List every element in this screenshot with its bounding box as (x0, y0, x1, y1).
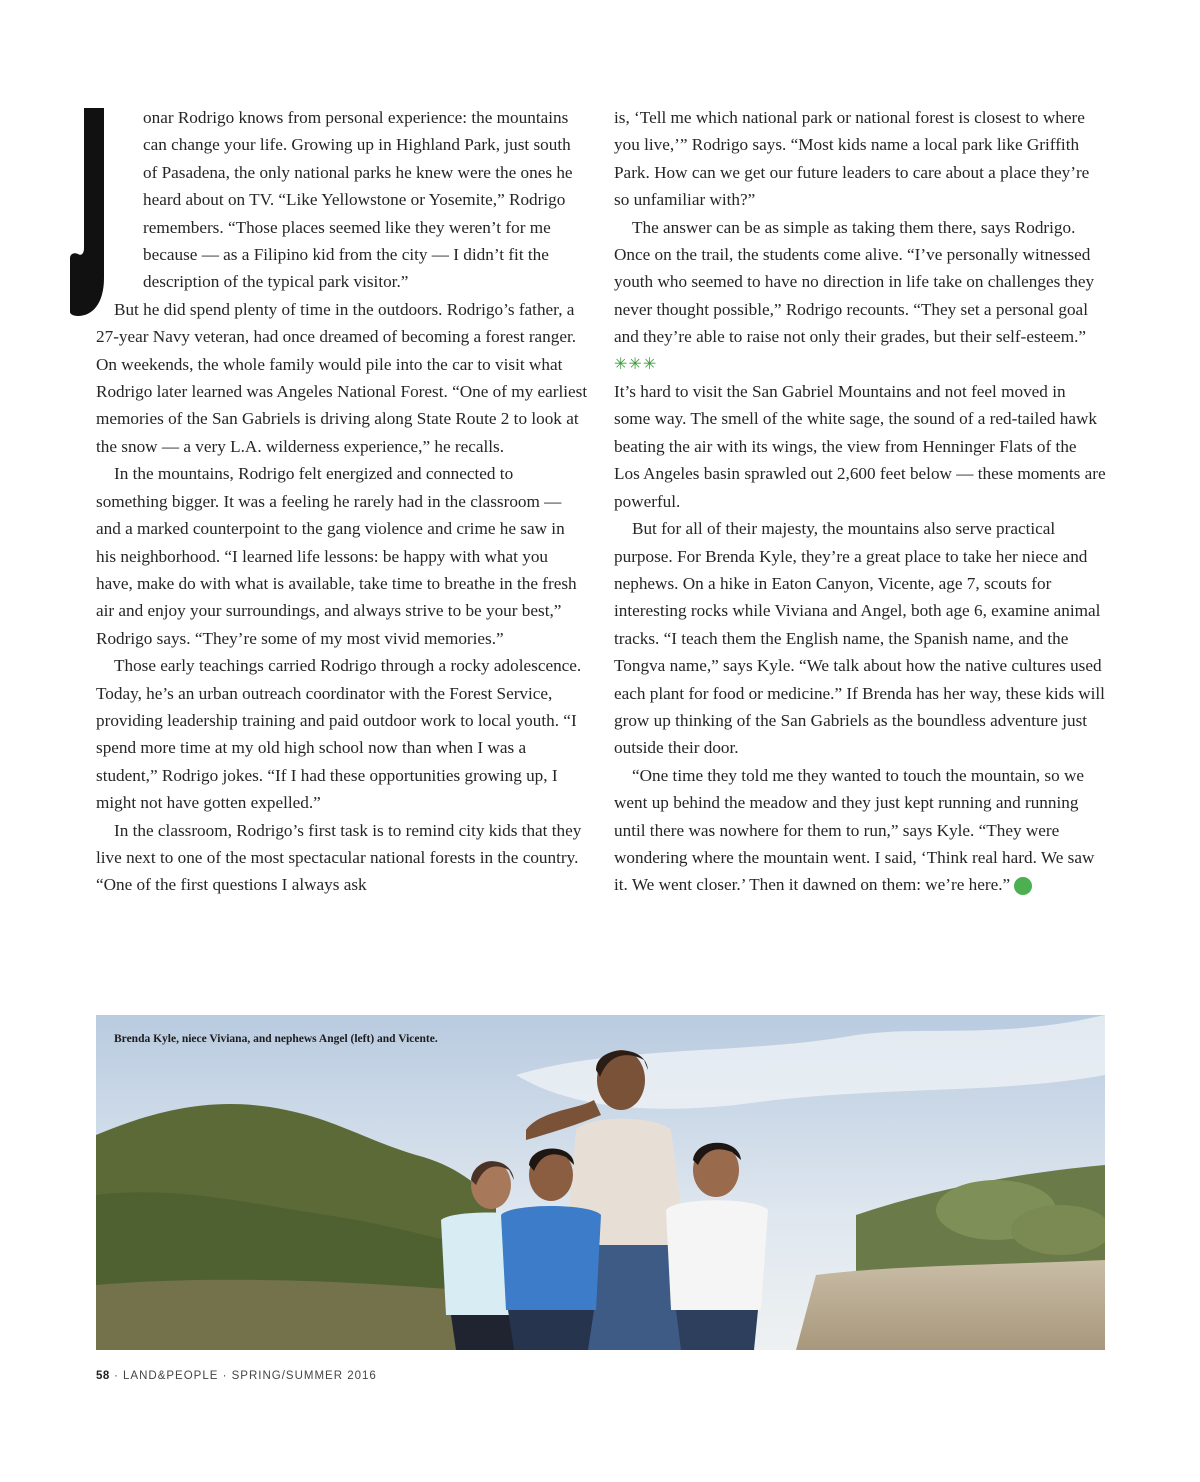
publication-info: · LAND&PEOPLE · SPRING/SUMMER 2016 (114, 1370, 377, 1382)
feature-photo (96, 1015, 1105, 1350)
page-footer (96, 1370, 377, 1382)
section-divider-stars: ✳✳✳ (614, 355, 658, 373)
feature-photo-illustration (96, 1015, 1105, 1350)
body-paragraph: In the classroom, Rodrigo’s first task is to remind city kids that they live next to one of the most spectacular national forests in the country. “One of the first questions I always ask (96, 820, 582, 895)
body-paragraph: is, ‘Tell me which national park or national forest is closest to where you live,’” Rodrigo says. “Most kids name a local park like Griffith Park. How can we get our future leaders to care about a place they’re so unfamiliar with?” (614, 108, 1090, 210)
article-column-left (96, 104, 588, 899)
body-paragraph: In the mountains, Rodrigo felt energized and connected to something bigger. It was a feeling he rarely had in the classroom — and a marked counterpoint to the gang violence and crime he saw in his neighborhood. “I learned life lessons: be happy with what you have, make do with what is available, take time to breathe in the fresh air and enjoy your surroundings, and always strive to be your best,” Rodrigo says. “They’re some of my most vivid memories.” (96, 464, 577, 648)
article-column-right (614, 104, 1106, 899)
page-number: 58 (96, 1370, 110, 1382)
body-paragraph: The answer can be as simple as taking them there, says Rodrigo. Once on the trail, the students come alive. “I’ve personally witnessed youth who seemed to have no direction in life take on challenges they never thought possible,” Rodrigo recounts. “They set a personal goal and they’re able to raise not only their grades, but their self-esteem.” (614, 217, 1095, 347)
body-paragraph: But he did spend plenty of time in the outdoors. Rodrigo’s father, a 27-year Navy veteran, had once dreamed of becoming a forest ranger. On weekends, the whole family would pile into the car to visit what Rodrigo later learned was Angeles National Forest. “One of my earliest memories of the San Gabriels is driving along State Route 2 to look at the snow — a very L.A. wilderness experience,” he recalls. (96, 299, 588, 456)
end-mark-icon: L+P (1014, 877, 1032, 895)
body-paragraph (614, 762, 1106, 899)
body-paragraph: Those early teachings carried Rodrigo through a rocky adolescence. Today, he’s an urban outreach coordinator with the Forest Service, providing leadership training and paid outdoor work to local youth. “I spend more time at my old high school now than when I was a student,” Rodrigo jokes. “If I had these opportunities growing up, I might not have gotten expelled.” (96, 656, 582, 813)
lead-paragraph: onar Rodrigo knows from personal experience: the mountains can change your life. Growing up in Highland Park, just south of Pasadena, the only national parks he knew were the ones he heard about on TV. “Like Yellowstone or Yosemite,” Rodrigo remembers. “Those places seemed like they weren’t for me because — as a Filipino kid from the city — I didn’t fit the description of the typical park visitor.” (143, 108, 573, 292)
lead-paragraph-block (143, 104, 588, 296)
drop-cap-j (70, 108, 104, 316)
closing-paragraph-text: “One time they told me they wanted to touch the mountain, so we went up behind the meadow and they just kept running and running until there was nowhere for them to run,” says Kyle. “They were wondering where the mountain went. I said, ‘Think real hard. We saw it. We went closer.’ Then it dawned on them: we’re here.” (614, 765, 1095, 895)
body-paragraph: But for all of their majesty, the mountains also serve practical purpose. For Brenda Kyle, they’re a great place to take her niece and nephews. On a hike in Eaton Canyon, Vicente, age 7, scouts for interesting rocks while Viviana and Angel, both age 6, examine animal tracks. “I teach them the English name, the Spanish name, and the Tongva name,” says Kyle. “We talk about how the native cultures used each plant for food or medicine.” If Brenda has her way, these kids will grow up thinking of the San Gabriels as the boundless adventure just outside their door. (614, 519, 1105, 758)
photo-caption: Brenda Kyle, niece Viviana, and nephews Angel (left) and Vicente. (114, 1033, 438, 1045)
body-paragraph: It’s hard to visit the San Gabriel Mountains and not feel moved in some way. The smell of the white sage, the sound of a red-tailed hawk beating the air with its wings, the view from Henninger Flats of the Los Angeles basin sprawled out 2,600 feet below — these moments are powerful. (614, 382, 1106, 511)
